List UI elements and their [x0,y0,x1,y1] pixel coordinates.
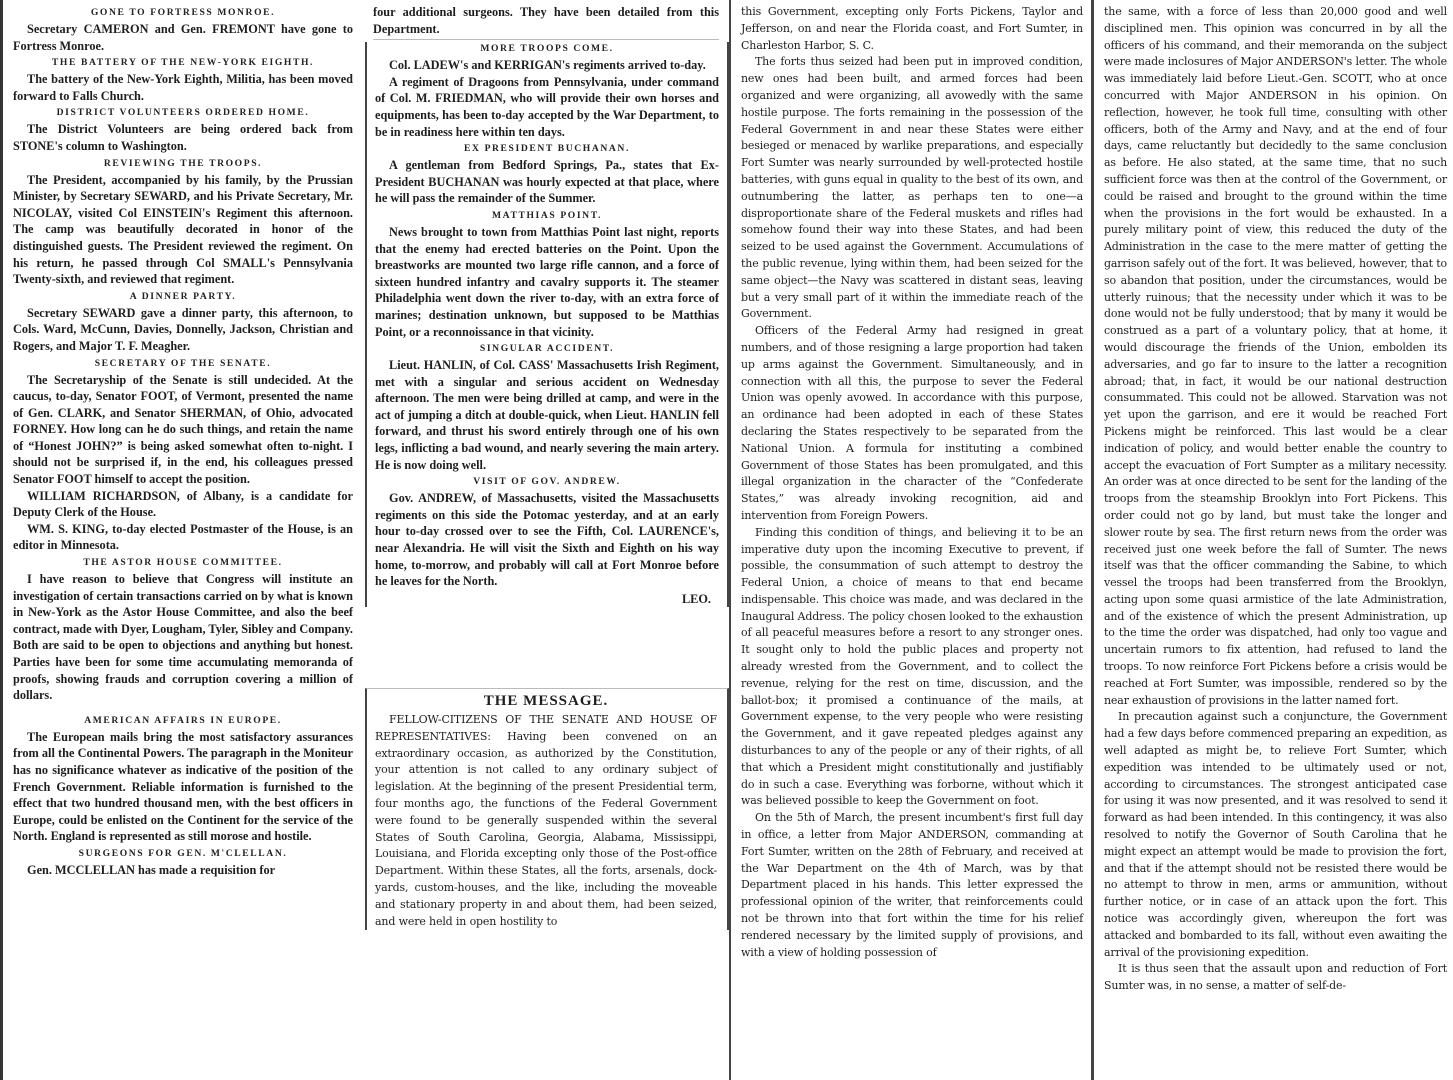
column-3 [729,0,1091,1080]
article-paragraph: the same, with a force of less than 20,000 good and well disciplined men. This opinion was concurred in by all the officers of his command, and their memoranda on the subject were made inclosures of Major ANDERSON's letter. The whole was immediately laid before Lieut.-Gen. SCOTT, who at once concurred with Major ANDERSON in his opinion. On reflection, however, he took full time, consulting with other officers, both of the Army and Navy, and at the end of four days, came reluctantly but decidedly to the same conclusion as before. He also stated, at the same time, that no such sufficient force was then at the control of the Government, or could be raised and brought to the ground within the time when the provisions in the fort would be exhausted. In a purely military point of view, this reduced the duty of the Administration in the case to the mere matter of getting the garrison safely out of the fort. It was believed, however, that to so abandon that position, under the circumstances, would be utterly ruinous; that the necessity under which it was to be done would not be fully understood; that by many it would be construed as a part of a voluntary policy, that at home, it would discourage the friends of the Union, embolden its adversaries, and go far to insure to the latter a recognition abroad; that, in fact, it would be our national destruction consummated. This could not be allowed. Starvation was not yet upon the garrison, and ere it would be reached Fort Pickens might be reinforced. This last would be a clear indication of policy, and would better enable the country to accept the evacuation of Fort Sumpter as a military necessity. An order was at once directed to be sent for the landing of the troops from the steamship Brooklyn into Fort Pickens. This order could not go by land, but must take the longer and slower route by sea. The first return news from the order was received just one week before the fall of Sumter. The news itself was that the officer commanding the Sabine, to which vessel the troops had been transferred from the Brooklyn, acting upon some quasi armistice of the late Administration, and of the existence of which the present Administration, up to the time the order was dispatched, had only too vague and uncertain rumors to fix attention, had refused to land the troops. To now reinforce Fort Pickens before a crisis would be reached at Fort Sumter, was impossible, rendered so by the near exhaustion of provisions in the latter named fort. [1104,5,1447,707]
article-paragraph: Finding this condition of things, and believing it to be an imperative duty upon the incoming Executive to prevent, if possible, the consummation of such attempt to destroy the Federal Union, a choice of means to that end became indispensable. This choice was made, and was declared in the Inaugural Address. The policy chosen looked to the exhaustion of all peaceful measures before a resort to any stronger ones. It sought only to hold the public places and property not already wrested from the Government, and to collect the revenue, relying for the rest on time, discussion, and the ballot-box; it promised a continuance of the mails, at Government expense, to the very people who were resisting the Government, and it gave repeated pledges against any disturbances to any of the people or any of their rights, of all that which a President might constitutionally and justifiably do in such a case. Everything was forborne, without which it was believed possible to keep the Government on foot. [741,525,1083,808]
article-paragraph: The District Volunteers are being ordered back from STONE's column to Washington. [13,122,353,153]
article-paragraph: In precaution against such a conjuncture, the Government had a few days before commenced preparing an expedition, as well adapted as might be, to relieve Fort Sumter, which expedition was intended to be ultimately used or not, according to circumstances. The strongest anticipated case for using it was now presented, and it was resolved to send it forward as had been intended. In this contingency, it was also resolved to notify the Governor of South Carolina that he might expect an attempt would be made to provision the fort, and that if the attempt should not be resisted there would be no attempt to throw in men, arms or ammunition, without further notice, or in case of an attack upon the fort. This notice was accordingly given, whereupon the fort was attacked and bombarded to its fall, without even awaiting the arrival of the provisioning expedition. [1104,710,1447,959]
article-paragraph: WM. S. KING, to-day elected Postmaster of the House, is an editor in Minnesota. [13,521,353,553]
article-astor-house-committee [13,556,353,704]
article-visit-of-gov-andrew [375,475,719,590]
article-heading: SURGEONS FOR GEN. M'CLELLAN. [78,847,288,859]
article-paragraph: The Secretaryship of the Senate is still undecided. At the caucus, to-day, Senator FOOT, of Vermont, presented the name of Gen. CLARK, and Senator SHERMAN, of Ohio, advocated FORNEY. How long can he do such things, and retain the name of “Honest JOHN?” is being asked somewhat often to-night. I should not be surprised if, in the end, his colleagues pressed Senator FOOT himself to accept the position. [13,372,353,487]
article-paragraph: FELLOW-CITIZENS OF THE SENATE AND HOUSE OF REPRESENTATIVES: Having been convened on an extraordinary occasion, as authorized by the Constitution, your attention is not called to any ordinary subject of legislation. At the beginning of the present Presidential term, four months ago, the functions of the Federal Government were found to be generally suspended within the several States of South Carolina, Georgia, Alabama, Mississippi, Louisiana, and Florida excepting only those of the Post-office Department. Within these States, all the forts, arsenals, dock-yards, custom-houses, and the like, including the moveable and stationary property in and about them, had been seized, and were held in open hostility to [375,713,717,928]
article-gone-to-fortress-monroe [13,6,353,54]
article-heading: DISTRICT VOLUNTEERS ORDERED HOME. [56,107,310,119]
article-paragraph: Gov. ANDREW, of Massachusetts, visited the Massachusetts regiments on this side the Potomac yesterday, and at an early hour to-day crossed over to see the Fifth, Col. LAURENCE's, near Alexandria. He will visit the Sixth and Eighth on his way home, to-morrow, and probably will call at Fort Monroe before he leaves for the North. [375,491,719,589]
article-surgeons-for-mcclellan [13,847,353,879]
article-heading: GONE TO FORTRESS MONROE. [90,7,276,18]
article-heading: SINGULAR ACCIDENT. [479,343,615,355]
article-matthias-point [375,209,719,340]
article-paragraph: The battery of the New-York Eighth, Militia, has been moved forward to Falls Church. [13,72,353,103]
column-2 [365,0,729,1080]
article-paragraph: I have reason to believe that Congress will institute an investigation of certain transactions carried on by what is known in New-York as the Astor House Committee, and also the beef contract, made with Dyer, Lougham, Tyler, Sibley and Company. Both are said to be open to objections and anything but honest. Parties have been for some time accumulating memoranda of proofs, showing frauds and corruption covering a million of dollars. [13,572,353,703]
article-ex-president-buchanan [375,142,719,207]
article-paragraph: WILLIAM RICHARDSON, of Albany, is a candidate for Deputy Clerk of the House. [13,488,353,520]
article-heading: A DINNER PARTY. [129,290,237,302]
article-paragraph: Secretary SEWARD gave a dinner party, this afternoon, to Cols. Ward, McCunn, Davies, Donnelly, Jackson, Christian and Rogers, and Major T. F. Meagher. [13,305,353,353]
article-paragraph: On the 5th of March, the present incumbent's first full day in office, a letter from Major ANDERSON, commanding at Fort Sumter, written on the 28th of February, and received at the War Department on the 4th of March, was by that Department placed in his hands. This letter expressed the professional opinion of the writer, that reinforcements could not be thrown into that fort within the time for his relief rendered necessary by the limited supply of provisions, and with a view of holding possession of [741,811,1083,959]
article-paragraph: The President, accompanied by his family, by the Prussian Minister, by Secretary SEWARD, and his Private Secretary, Mr. NICOLAY, visited Col EINSTEIN's Regiment this afternoon. The camp was beautifully decorated in honor of the distinguished guests. The President reviewed the regiment. On his return, he passed through Col SMALL's Pennsylvania Twenty-sixth, and reviewed that regiment. [13,172,353,287]
article-dinner-party [13,290,353,355]
article-heading: MATTHIAS POINT. [492,209,602,221]
article-paragraph: four additional surgeons. They have been detailed from this Department. [373,5,719,36]
article-battery-new-york-eighth [13,56,353,104]
article-paragraph: News brought to town from Matthias Point last night, reports that the enemy had erected batteries on the Point. Upon the breastworks are mounted two large rifle cannon, and a force of sixteen hundred infantry and cavalry supports it. The steamer Philadelphia went down the river to-day, with an extra force of marines; destination unknown, but supposed to be Matthias Point, or a reconnoissance in that vicinity. [375,224,719,339]
article-paragraph: this Government, excepting only Forts Pickens, Taylor and Jefferson, on and near the Florida coast, and Fort Sumter, in Charleston Harbor, S. C. [741,5,1083,52]
article-paragraph: A gentleman from Bedford Springs, Pa., states that Ex-President BUCHANAN was hourly expected at that place, where he will pass the remainder of the Summer. [375,158,719,206]
article-reviewing-the-troops [13,157,353,288]
article-heading: EX PRESIDENT BUCHANAN. [464,143,630,155]
article-heading: THE BATTERY OF THE NEW-YORK EIGHTH. [51,57,315,69]
signature: LEO. [681,591,711,606]
article-district-volunteers [13,106,353,154]
article-heading: MORE TROOPS COME. [480,43,614,55]
article-paragraph: The forts thus seized had been put in improved condition, new ones had been built, and armed forces had been organized and were organizing, all avowedly with the same hostile purpose. The forts remaining in the possession of the Federal Government in and near these States were either besieged or menaced by warlike preparations, and especially Fort Sumter was nearly surrounded by well-protected hostile batteries, with guns equal in quality to the best of its own, and outnumbering the latter, as perhaps ten to one—a disproportionate share of the Federal muskets and rifles had somehow found their way into these States, and had been seized to be used against the Government. Accumulations of the public revenue, lying within them, had been seized for the same object—the Navy was scattered in distant seas, leaving but a very small part of it within the immediate reach of the Government. [741,55,1083,321]
article-secretary-of-the-senate [13,357,353,555]
article-the-message [365,688,729,930]
column-2-body [365,42,729,607]
article-paragraph: Gen. MCCLELLAN has made a requisition for [27,862,276,877]
article-paragraph: Secretary CAMERON and Gen. FREMONT have gone to Fortress Monroe. [13,22,353,53]
article-paragraph: Officers of the Federal Army had resigned in great numbers, and of those resigning a large proportion had taken up arms against the Government. Simultaneously, and in connection with all this, the purpose to sever the Federal Union was openly avowed. In accordance with this purpose, an ordinance had been adopted in each of these States declaring the States respectively to be separated from the National Union. A formula for instituting a combined Government of those States has been promulgated, and this illegal organization in the character of the “Confederate States,” was already invoking recognition, aid and intervention from Foreign Powers. [741,324,1083,522]
message-heading: THE MESSAGE. [483,693,609,709]
article-heading: SECRETARY OF THE SENATE. [94,357,272,369]
article-paragraph: Col. LADEW's and KERRIGAN's regiments arrived to-day. [389,58,706,73]
article-singular-accident [375,342,719,473]
article-more-troops-come [375,42,719,140]
article-heading: REVIEWING THE TROOPS. [103,157,263,169]
article-heading: AMERICAN AFFAIRS IN EUROPE. [84,714,282,726]
article-american-affairs-in-europe [13,714,353,845]
article-paragraph: Lieut. HANLIN, of Col. CASS' Massachusetts Irish Regiment, met with a singular and serious accident on Wednesday afternoon. The men were being drilled at camp, and were in the act of jumping a ditch at double-quick, when Lieut. HANLIN fell forward, and thrust his sword entirely through one of his own legs, inflicting a bad wound, and nearly severing the main artery. He is now doing well. [375,358,719,472]
article-heading: VISIT OF GOV. ANDREW. [473,476,621,488]
article-paragraph: It is thus seen that the assault upon and reduction of Fort Sumter was, in no sense, a matter of self-de- [1104,962,1447,993]
column-4 [1091,0,1453,1080]
article-paragraph: A regiment of Dragoons from Pennsylvania, under command of Col. M. FRIEDMAN, who will provide their own horses and equipments, has been to-day accepted by the War Department, to be in readiness here within ten days. [375,74,719,139]
article-heading: THE ASTOR HOUSE COMMITTEE. [83,557,283,569]
column-1 [0,0,365,1080]
continuation-surgeons [373,4,719,40]
article-paragraph: The European mails bring the most satisfactory assurances from all the Continental Powers. The paragraph in the Moniteur has no significance whatever as indicative of the position of the French Government. Reliable information is furnished to the effect that two hundred thousand men, with the best officers in Europe, could be enlisted on the Continent for the service of the North. England is represented as still morose and hostile. [13,729,353,844]
